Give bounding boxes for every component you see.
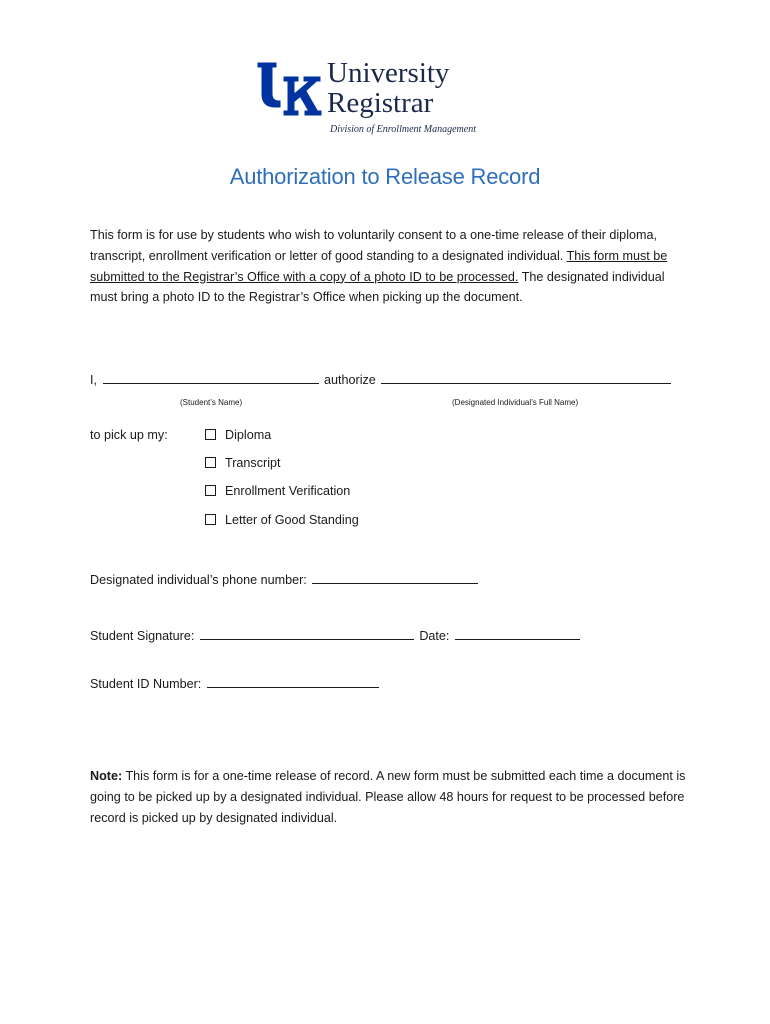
checkbox-letter-of-good-standing[interactable] xyxy=(205,514,216,525)
signature-label: Student Signature: xyxy=(90,629,195,643)
note-text: This form is for a one-time release of record. A new form must be submitted each time a document is going to be picked up by a designated individual. Please allow 48 hours for request to be processed before record is picked up by designated individual. xyxy=(90,769,686,825)
intro-underlined-text: This form must be submitted to the Registrar’s Office with a copy of a photo ID to be processed. xyxy=(90,248,668,284)
note-paragraph xyxy=(90,766,690,828)
pickup-label: to pick up my: xyxy=(90,428,168,442)
note-label: Note: xyxy=(90,769,123,783)
authorize-row xyxy=(90,370,673,387)
option-label: Transcript xyxy=(225,456,281,470)
student-id-row xyxy=(90,674,381,691)
logo-title-line1: University xyxy=(327,57,450,89)
designated-name-caption: (Designated Individual’s Full Name) xyxy=(452,398,579,407)
option-diploma[interactable] xyxy=(205,428,271,442)
checkbox-enrollment-verification[interactable] xyxy=(205,485,216,496)
logo-subtitle: Division of Enrollment Management xyxy=(330,124,476,135)
student-name-caption: (Student’s Name) xyxy=(180,398,243,407)
logo-title-line2: Registrar xyxy=(327,87,434,119)
student-id-label: Student ID Number: xyxy=(90,677,202,691)
option-label: Letter of Good Standing xyxy=(225,513,359,527)
option-label: Enrollment Verification xyxy=(225,484,351,498)
checkbox-diploma[interactable] xyxy=(205,429,216,440)
university-registrar-logo xyxy=(255,58,495,138)
date-field[interactable] xyxy=(455,626,580,640)
student-name-field[interactable] xyxy=(103,370,319,384)
date-label: Date: xyxy=(419,629,450,643)
intro-text-part1: This form is for use by students who wish to voluntarily consent to a one-time release of their diploma, transcript, enrollment verification or letter of good standing to a designated individual. xyxy=(90,228,657,263)
signature-row xyxy=(90,626,582,643)
signature-field[interactable] xyxy=(200,626,414,640)
phone-label: Designated individual’s phone number: xyxy=(90,573,307,587)
page-title: Authorization to Release Record xyxy=(229,164,541,189)
authorize-prefix: I, xyxy=(90,373,97,387)
option-label: Diploma xyxy=(225,428,272,442)
authorize-word: authorize xyxy=(324,373,376,387)
option-letter-of-good-standing[interactable] xyxy=(205,513,359,527)
student-id-field[interactable] xyxy=(207,674,379,688)
designated-name-field[interactable] xyxy=(381,370,671,384)
option-transcript[interactable] xyxy=(205,456,281,470)
phone-row xyxy=(90,570,480,587)
uk-logo-icon xyxy=(255,58,323,118)
intro-text-part2: The designated individual must bring a photo ID to the Registrar’s Office when picking up the document. xyxy=(90,269,665,305)
intro-paragraph xyxy=(90,225,690,308)
phone-field[interactable] xyxy=(312,570,478,584)
logo-wordmark xyxy=(327,58,449,118)
option-enrollment-verification[interactable] xyxy=(205,484,350,498)
checkbox-transcript[interactable] xyxy=(205,457,216,468)
